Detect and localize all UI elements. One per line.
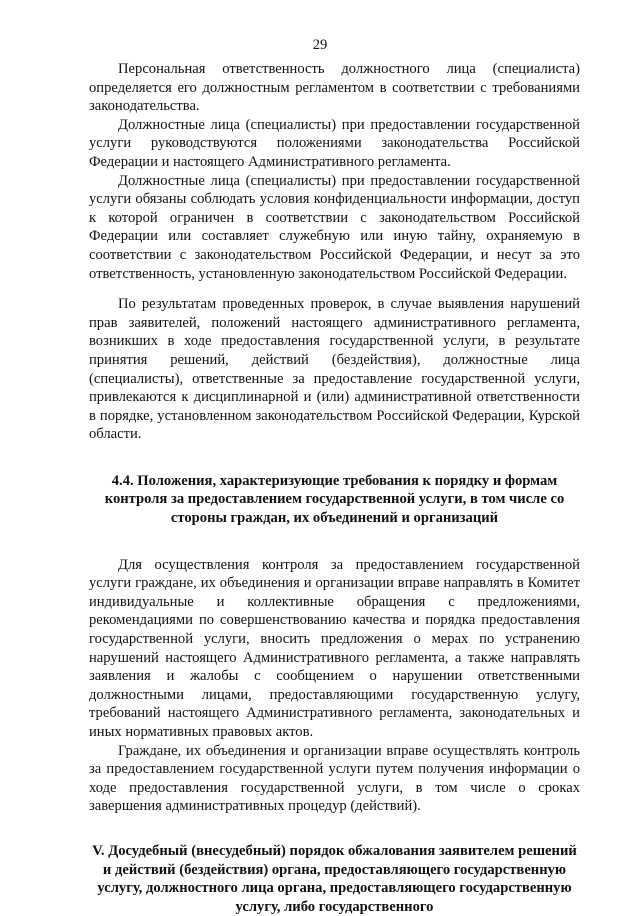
paragraph-responsibility: Персональная ответственность должностного лица (специалиста) определяется его должностным регламентом в соответствии с требованиями законодательства. <box>89 61 580 115</box>
section-heading-4-4: 4.4. Положения, характеризующие требования к порядку и формам контроля за предоставлением государственной услуги, в том числе со стороны граждан, их объединений и организаций <box>104 472 565 527</box>
paragraph-citizen-information: Граждане, их объединения и организации вправе осуществлять контроль за предоставлением государственной услуги путем получения информации о ходе предоставления государственной услуги, в том числе о сроках завершения административных процедур (действий). <box>89 742 580 815</box>
page-content <box>89 60 580 916</box>
paragraph-confidentiality: Должностные лица (специалисты) при предоставлении государственной услуги обязаны соблюдать условия конфиденциальности информации, доступ к которой ограничен в соответствии с законодательством Российской Федерации или составляет служебную или иную тайну, охраняемую в соответствии с законодательством Российской Федерации, и несут за это ответственность, установленную законодательством Российской Федерации. <box>89 172 580 282</box>
paragraph-legislation: Должностные лица (специалисты) при предоставлении государственной услуги руководствуются положениями законодательства Российской Федерации и настоящего Административного регламента. <box>89 116 580 170</box>
paragraph-citizen-control: Для осуществления контроля за предоставлением государственной услуги граждане, их объединения и организации вправе направлять в Комитет индивидуальные и коллективные обращения с предложениями, рекомендациями по совершенствованию качества и порядка предоставления государственной услуги, вносить предложения о мерах по устранению нарушений настоящего Административного регламента, а также направлять заявления и жалобы с сообщением о нарушении ответственными должностными лицами, предоставляющими государственную услугу, требований настоящего Административного регламента, законодательных и иных нормативных правовых актов. <box>89 556 580 740</box>
section-heading-5: V. Досудебный (внесудебный) порядок обжалования заявителем решений и действий (бездействия) органа, предоставляющего государственную услугу, должностного лица органа, предоставляющего государственную услугу, либо государственного <box>92 842 577 915</box>
paragraph-inspection-results: По результатам проведенных проверок, в случае выявления нарушений прав заявителей, положений настоящего административного регламента, возникших в ходе предоставления государственной услуги, в результате принятия решений, действий (бездействия), должностные лица (специалисты), ответственные за предоставление государственной услуги, привлекаются к дисциплинарной и (или) административной ответственности в порядке, установленном законодательством Российской Федерации, Курской области. <box>89 296 580 443</box>
page-number: 29 <box>312 37 328 53</box>
